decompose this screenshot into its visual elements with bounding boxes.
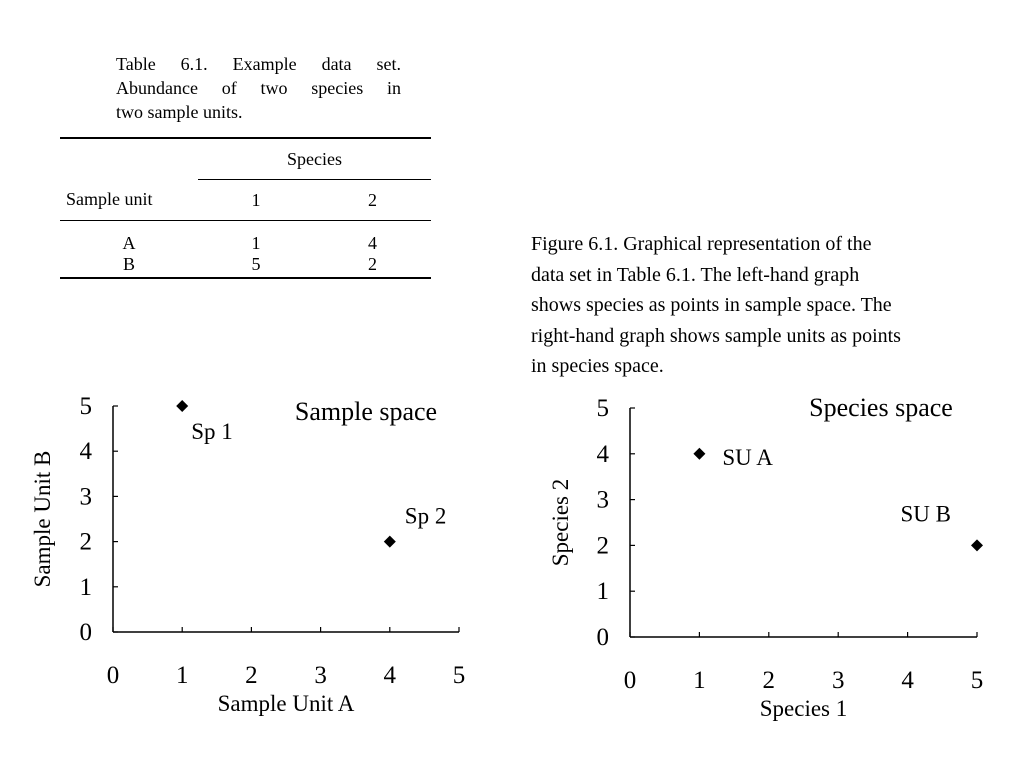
- table-cell: 1: [251, 233, 261, 253]
- chart-2-x-tick-label: 2: [762, 667, 776, 694]
- chart-1-title: Sample space: [294, 397, 438, 426]
- chart-1-x-tick-label: 3: [314, 662, 327, 689]
- chart-1-x-tick-label: 2: [245, 662, 258, 689]
- chart-1-x-axis-label: Sample Unit A: [217, 691, 355, 716]
- row-label: B: [60, 255, 198, 278]
- chart-2-y-tick-label: 4: [596, 440, 609, 468]
- chart-2-x-tick-label: 1: [693, 667, 706, 694]
- chart-1-point-label: Sp 2: [404, 503, 447, 529]
- chart-1-data-point: [384, 536, 396, 548]
- chart-2-x-tick-label: 4: [901, 667, 914, 694]
- chart-2-x-axis-label: Species 1: [759, 696, 848, 721]
- chart-2-y-tick-label: 3: [596, 486, 609, 514]
- figure-caption: Figure 6.1. Graphical representation of the data set in Table 6.1. The left-hand graph shows species as points in sample space. The right-hand graph shows sample units as points in species space.: [531, 233, 901, 377]
- table-caption-line: Table 6.1. Example data set.: [116, 54, 401, 74]
- chart-1-y-tick-label: 1: [79, 573, 92, 601]
- table-caption-line: two sample units.: [116, 102, 243, 122]
- chart-2-data-point: [971, 539, 983, 551]
- table-cell: 4: [368, 233, 377, 253]
- column-header: 1: [198, 180, 314, 221]
- chart-2-y-tick-label: 2: [596, 532, 609, 560]
- chart-1-y-tick-label: 2: [79, 528, 92, 556]
- chart-2-x-tick-label: 3: [831, 667, 845, 694]
- species-group-header: Species: [198, 138, 431, 180]
- chart-2-y-tick-label: 0: [596, 624, 609, 651]
- chart-1-y-tick-label: 3: [79, 483, 92, 511]
- chart-1-y-tick-label: 4: [79, 438, 92, 466]
- chart-1-y-axis-label: Sample Unit B: [30, 450, 55, 588]
- chart-2-point-label: SU A: [722, 444, 773, 470]
- chart-2-y-tick-label: 5: [596, 395, 609, 422]
- table-caption-line: Abundance of two species in: [116, 78, 401, 98]
- chart-1-y-tick-label: 0: [79, 619, 92, 646]
- sample-unit-header: Sample unit: [60, 180, 198, 221]
- chart-1-data-point: [176, 400, 188, 412]
- chart-2-title: Species space: [809, 393, 953, 422]
- chart-2-point-label: SU B: [900, 501, 951, 527]
- chart-2-y-axis-label: Species 2: [548, 478, 573, 567]
- chart-1-x-tick-label: 1: [175, 662, 189, 689]
- chart-1-x-tick-label: 0: [106, 662, 120, 689]
- chart-2-x-tick-label: 5: [970, 667, 984, 694]
- chart-1-point-label: Sp 1: [191, 419, 233, 444]
- chart-1-x-tick-label: 5: [452, 662, 466, 689]
- chart-1-x-tick-label: 4: [383, 662, 397, 689]
- column-header: 2: [314, 180, 431, 221]
- table-cell: 5: [198, 255, 314, 278]
- row-label: A: [122, 233, 136, 253]
- chart-2-y-tick-label: 1: [596, 578, 609, 606]
- chart-2-x-tick-label: 0: [623, 667, 637, 694]
- chart-1-y-tick-label: 5: [79, 393, 92, 420]
- chart-2-data-point: [693, 448, 705, 460]
- table-cell: 2: [314, 255, 431, 278]
